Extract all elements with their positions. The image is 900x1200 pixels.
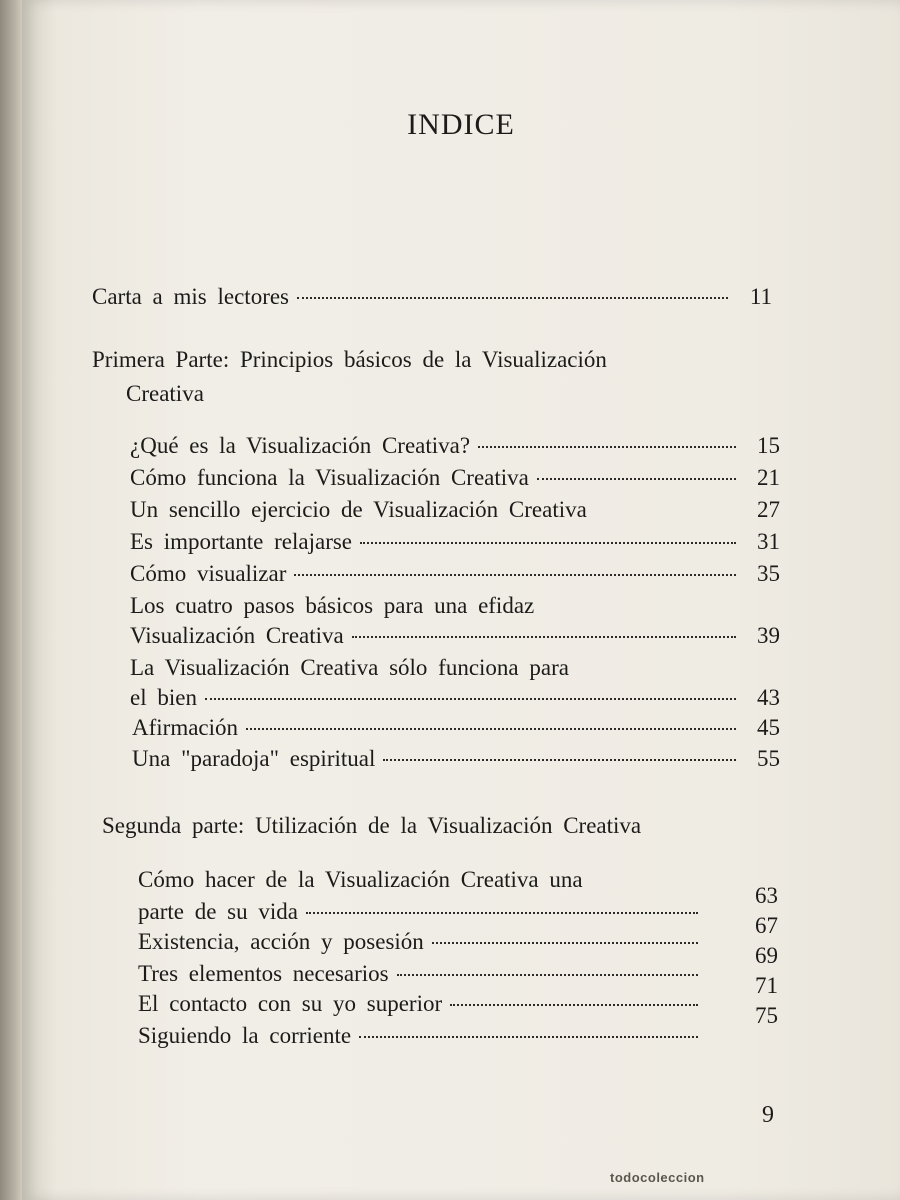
toc-entry: [130, 432, 780, 460]
toc-entry-page: 15: [757, 433, 780, 458]
toc-entry: [130, 528, 780, 556]
toc-entry-page: 27: [757, 497, 780, 522]
dot-leader: [432, 942, 698, 944]
dot-leader: [359, 1036, 698, 1038]
part-heading-1-cont: Creativa: [126, 381, 204, 406]
toc-entry-page: 55: [757, 746, 780, 771]
dot-leader: [352, 636, 736, 638]
watermark-text: todocoleccion: [610, 1170, 705, 1185]
toc-entry: [130, 684, 780, 712]
toc-entry-label: El contacto con su yo superior: [138, 991, 443, 1016]
toc-entry-page: 31: [757, 529, 780, 554]
toc-entry-page: 71: [755, 973, 778, 998]
dot-leader: [306, 912, 698, 914]
toc-entry-label: Carta a mis lectores: [92, 284, 290, 309]
toc-entry-label: Un sencillo ejercicio de Visualización Creativa: [130, 497, 587, 522]
toc-entry-label: el bien: [130, 685, 197, 710]
toc-entry-label: Existencia, acción y posesión: [138, 929, 424, 954]
toc-entry-page: 63: [755, 883, 778, 908]
book-binding: [0, 0, 22, 1200]
toc-entry-label: Cómo visualizar: [130, 561, 287, 586]
toc-entry-label: Visualización Creativa: [130, 623, 344, 648]
toc-entry-intro: [92, 283, 772, 311]
dot-leader: [383, 759, 736, 761]
toc-entry-page: 69: [755, 943, 778, 968]
toc-entry-page: 39: [757, 623, 780, 648]
toc-entry-label-line1: Los cuatro pasos básicos para una efidaz: [130, 593, 535, 618]
toc-entry-label: parte de su vida: [138, 899, 298, 924]
dot-leader: [537, 478, 736, 480]
dot-leader: [360, 542, 736, 544]
toc-entry-label: Es importante relajarse: [130, 529, 353, 554]
dot-leader: [246, 728, 736, 730]
toc-entry: [132, 714, 780, 742]
toc-entry-page: 43: [757, 685, 780, 710]
toc-entry-label: Una "paradoja" espiritual: [132, 746, 376, 771]
part-heading-1: Primera Parte: Principios básicos de la Visualización: [92, 347, 607, 372]
toc-entry-label-line1: Cómo hacer de la Visualización Creativa una: [138, 867, 583, 892]
toc-entry-page: 45: [757, 715, 780, 740]
toc-entry-page: 35: [757, 561, 780, 586]
toc-entry: [138, 990, 698, 1018]
toc-entry-label: Afirmación: [132, 715, 239, 740]
toc-entry: [138, 1022, 698, 1050]
toc-entry: [138, 960, 698, 988]
toc-entry: [138, 898, 698, 926]
toc-entry-label-line1: La Visualización Creativa sólo funciona para: [130, 655, 569, 680]
toc-entry-page: 75: [755, 1003, 778, 1028]
toc-entry: [130, 622, 780, 650]
dot-leader: [294, 574, 736, 576]
page-number: 9: [762, 1102, 774, 1128]
book-page: [22, 0, 900, 1200]
dot-leader: [450, 1004, 698, 1006]
part-heading-2: Segunda parte: Utilización de la Visualización Creativa: [102, 813, 642, 838]
toc-entry-label: Tres elementos necesarios: [138, 961, 389, 986]
toc-entry-label: Cómo funciona la Visualización Creativa: [130, 465, 529, 490]
toc-entry: [138, 928, 698, 956]
dot-leader: [297, 297, 728, 299]
toc-entry-page: 67: [755, 913, 778, 938]
toc-entry: [132, 745, 780, 773]
dot-leader: [478, 446, 736, 448]
toc-entry: [130, 496, 780, 524]
toc-entry-label: ¿Qué es la Visualización Creativa?: [130, 433, 471, 458]
page-title: INDICE: [407, 108, 515, 141]
toc-entry: [130, 560, 780, 588]
dot-leader: [397, 974, 698, 976]
dot-leader: [205, 698, 736, 700]
toc-entry-page: 11: [749, 284, 772, 309]
toc-entry-label: Siguiendo la corriente: [138, 1023, 352, 1048]
toc-entry-page: 21: [757, 465, 780, 490]
toc-entry: [130, 464, 780, 492]
